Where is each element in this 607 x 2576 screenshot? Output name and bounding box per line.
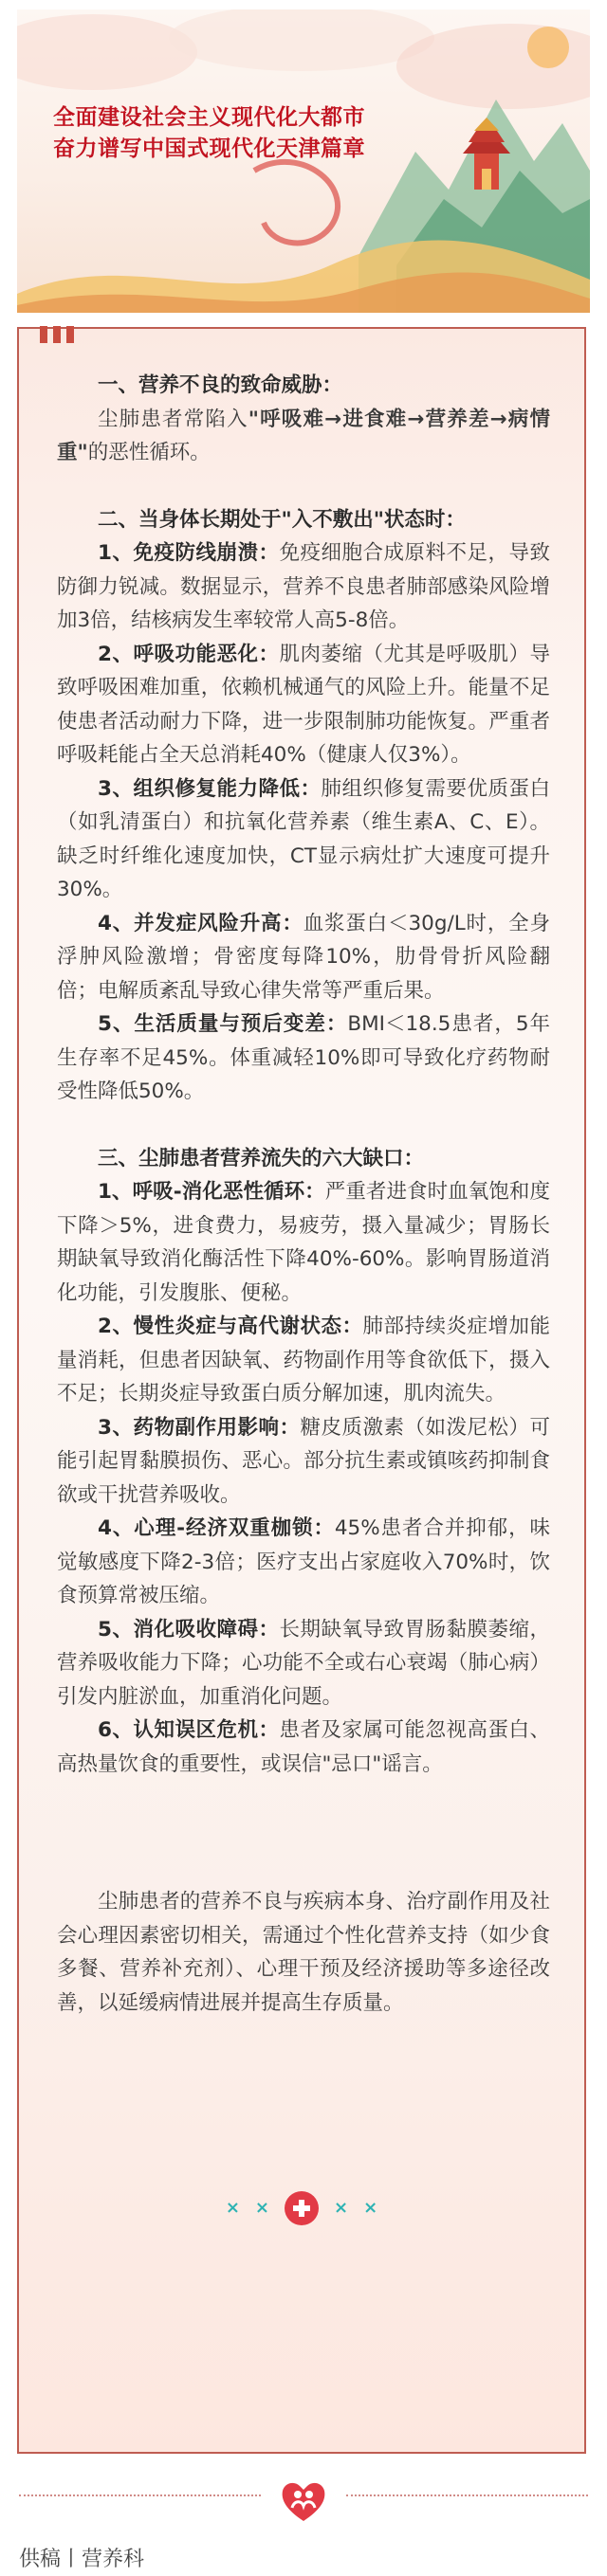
section-1-emphasis: "呼吸难→进食难→营养差→病情重" — [57, 407, 550, 464]
card-corner-tag — [40, 326, 74, 343]
section-2-item-text: BMI＜18.5患者，5年生存率不足45%。体重减轻10%即可导致化疗药物耐受性降低50%。 — [57, 1012, 550, 1103]
medical-cross-icon — [285, 2191, 319, 2225]
heart-people-logo-icon — [277, 2474, 330, 2527]
banner-title-line-1: 全面建设社会主义现代化大都市 — [53, 105, 365, 130]
section-3-item-text: 糖皮质激素（如泼尼松）可能引起胃黏膜损伤、恶心。部分抗生素或镇咳药抑制食欲或干扰营养吸收。 — [57, 1415, 550, 1507]
section-2-item — [57, 638, 550, 772]
section-3-item — [57, 1411, 550, 1513]
section-3-item-lead: 4、心理-经济双重枷锁： — [98, 1516, 335, 1540]
section-3-item — [57, 1175, 550, 1310]
section-divider — [216, 2191, 387, 2225]
teal-x-icon: × — [254, 2198, 269, 2218]
section-3-item — [57, 1613, 550, 1714]
section-2-item-lead: 5、生活质量与预后变差： — [98, 1012, 348, 1036]
article-body — [57, 369, 550, 2020]
section-3-item-lead: 5、消化吸收障碍： — [98, 1617, 280, 1642]
conclusion-paragraph: 尘肺患者的营养不良与疾病本身、治疗副作用及社会心理因素密切相关，需通过个性化营养支持（如少食多餐、营养补充剂）、心理干预及经济援助等多途径改善，以延缓病情进展并提高生存质量。 — [57, 1890, 550, 2015]
section-3-item — [57, 1512, 550, 1613]
section-3-item-text: 肺部持续炎症增加能量消耗，但患者因缺氧、药物副作用等食欲低下，摄入不足；长期炎症导致蛋白质分解加速，肌肉流失。 — [57, 1315, 550, 1406]
teal-x-icon: × — [334, 2198, 349, 2218]
banner-title-line-2: 奋力谱写中国式现代化天津篇章 — [53, 136, 365, 161]
section-3-item-lead: 2、慢性炎症与高代谢状态： — [98, 1315, 363, 1338]
section-2-item-lead: 4、并发症风险升高： — [98, 911, 304, 935]
section-2-item-text: 肌肉萎缩（尤其是呼吸肌）导致呼吸困难加重，依赖机械通气的风险上升。能量不足使患者活动耐力下降，进一步限制肺功能恢复。严重者呼吸耗能占全天总消耗40%（健康人仅3%）。 — [57, 642, 550, 767]
section-3-item-text: 长期缺氧导致胃肠黏膜萎缩，营养吸收能力下降；心功能不全或右心衰竭（肺心病）引发内脏淤血，加重消化问题。 — [57, 1617, 550, 1709]
teal-x-icon: × — [225, 2198, 240, 2218]
section-1-heading: 一、营养不良的致命威胁： — [98, 373, 343, 397]
header-banner — [17, 9, 590, 313]
section-1-paragraph — [57, 403, 550, 470]
section-2-item-text: 免疫细胞合成原料不足，导致防御力锐减。数据显示，营养不良患者肺部感染风险增加3倍，结核病发生率较常人高5-8倍。 — [57, 541, 550, 632]
section-3-item-text: 45%患者合并抑郁，味觉敏感度下降2-3倍；医疗支出占家庭收入70%时，饮食预算常被压缩。 — [57, 1516, 550, 1607]
section-1-text-a: 尘肺患者常陷入 — [98, 407, 248, 431]
section-3-item-text: 严重者进食时血氧饱和度下降＞5%，进食费力，易疲劳，摄入量减少；胃肠长期缺氧导致消化酶活性下降40%-60%。影响胃肠道消化功能，引发腹胀、便秘。 — [57, 1180, 550, 1305]
section-3-item-lead: 6、认知误区危机： — [98, 1718, 280, 1742]
section-2-item-text: 肺组织修复需要优质蛋白（如乳清蛋白）和抗氧化营养素（维生素A、C、E）。缺乏时纤维化速度加快，CT显示病灶扩大速度可提升30%。 — [57, 776, 550, 901]
footer-credit: 供稿丨营养科 — [19, 2548, 145, 2571]
section-2-item — [57, 1007, 550, 1109]
footer-divider-left — [19, 2494, 261, 2496]
section-2-item-lead: 3、组织修复能力降低： — [98, 776, 322, 801]
section-2-item — [57, 772, 550, 907]
section-3-item — [57, 1310, 550, 1411]
section-3-heading: 三、尘肺患者营养流失的六大缺口： — [98, 1146, 425, 1170]
teal-x-icon: × — [363, 2198, 378, 2218]
section-2-heading: 二、当身体长期处于"入不敷出"状态时： — [98, 507, 466, 532]
section-3-item-lead: 1、呼吸-消化恶性循环： — [98, 1180, 325, 1204]
section-3-item-text: 患者及家属可能忽视高蛋白、高热量饮食的重要性，或误信"忌口"谣言。 — [57, 1718, 550, 1776]
section-2-item-lead: 1、免疫防线崩溃： — [98, 541, 280, 565]
section-2-item — [57, 536, 550, 638]
section-3-item — [57, 1714, 550, 1781]
section-2-item-text: 血浆蛋白＜30g/L时，全身浮肿风险激增；骨密度每降10%，肋骨骨折风险翻倍；电解质紊乱导致心律失常等严重后果。 — [57, 911, 550, 1003]
section-2-item — [57, 907, 550, 1008]
article-card — [17, 327, 586, 2454]
banner-title — [53, 102, 365, 165]
footer-divider-right — [346, 2494, 588, 2496]
section-1-text-c: 的恶性循环。 — [87, 441, 211, 464]
section-2-item-lead: 2、呼吸功能恶化： — [98, 642, 280, 666]
section-3-item-lead: 3、药物副作用影响： — [98, 1415, 301, 1440]
